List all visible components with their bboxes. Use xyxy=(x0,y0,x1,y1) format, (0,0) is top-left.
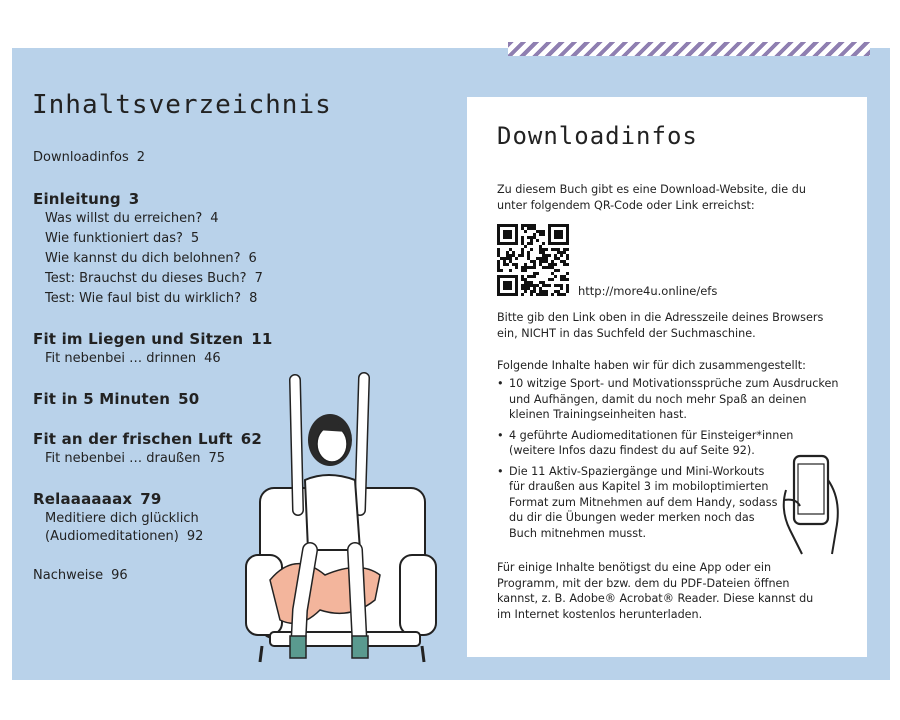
toc-page-number: 79 xyxy=(140,490,162,508)
toc-entry-label: Fit im Liegen und Sitzen xyxy=(33,330,244,348)
toc-entry xyxy=(45,251,257,266)
toc-chapter xyxy=(33,190,139,208)
toc-page-number: 3 xyxy=(128,190,140,208)
contents-intro: Folgende Inhalte haben wir für dich zusammengestellt: xyxy=(497,359,806,372)
toc-entry-label: Fit in 5 Minuten xyxy=(33,390,171,408)
toc-chapter xyxy=(33,430,262,448)
toc-page-number: 2 xyxy=(136,150,146,165)
toc-entry xyxy=(45,271,263,286)
toc-page-number: 7 xyxy=(254,271,263,286)
toc-chapter xyxy=(33,390,199,408)
toc-page-number: 6 xyxy=(248,251,257,266)
download-intro: Zu diesem Buch gibt es eine Download-Website, die du unter folgendem QR-Code oder Link erreichst: xyxy=(497,183,806,212)
toc-entry-label: Wie funktioniert das? xyxy=(45,231,183,246)
toc-entry-label: (Audiomeditationen) xyxy=(45,529,179,544)
qr-code-icon xyxy=(497,224,569,296)
toc-entry-label: Nachweise xyxy=(33,568,104,583)
smartphone-in-hand-icon xyxy=(776,450,852,560)
toc-entry xyxy=(45,231,199,246)
toc-entry-label: Fit nebenbei … drinnen xyxy=(45,351,197,366)
toc-entry xyxy=(45,211,219,226)
toc-entry xyxy=(33,568,128,583)
toc-entry-label: Test: Brauchst du dieses Buch? xyxy=(45,271,247,286)
toc-page-number: 46 xyxy=(204,351,221,366)
toc-entry-label: Relaaaaaax xyxy=(33,490,133,508)
toc-entry xyxy=(45,351,221,366)
toc-page-number: 11 xyxy=(251,330,273,348)
toc-title: Inhaltsverzeichnis xyxy=(32,90,332,120)
toc-page-number: 4 xyxy=(210,211,219,226)
decorative-stripe xyxy=(508,42,870,56)
toc-page-number: 96 xyxy=(111,568,128,583)
toc-page-number: 8 xyxy=(249,291,258,306)
toc-entry-label: Fit nebenbei … draußen xyxy=(45,451,201,466)
toc-entry-label: Einleitung xyxy=(33,190,121,208)
toc-entry-label: Meditiere dich glücklich xyxy=(45,511,199,526)
list-item: • 10 witzige Sport- und Motivationssprüche zum Ausdrucken und Aufhängen, damit du noch mehr Spaß an deinen kleinen Trainingseinheiten hast. xyxy=(497,376,842,423)
toc-page-number: 62 xyxy=(240,430,262,448)
list-item: • 4 geführte Audiomeditationen für Einsteiger*innen (weitere Infos dazu findest du auf Seite 92). xyxy=(497,428,842,459)
toc-entry xyxy=(45,529,203,544)
toc-page-number: 5 xyxy=(190,231,200,246)
toc-entry-label: Test: Wie faul bist du wirklich? xyxy=(45,291,242,306)
toc-entry xyxy=(45,451,225,466)
download-footer-note: Für einige Inhalte benötigst du eine App oder ein Programm, mit der bzw. dem du PDF-Dateien öffnen kannst, z. B. Adobe® Acrobat® Reader. Diese kannst du im Internet kostenlos herunterladen. xyxy=(497,561,814,621)
toc-entry-label: Downloadinfos xyxy=(33,150,129,165)
toc-entry-label: Wie kannst du dich belohnen? xyxy=(45,251,241,266)
toc-chapter xyxy=(33,490,162,508)
toc-page-number: 50 xyxy=(178,390,200,408)
toc-entry xyxy=(33,150,145,165)
list-item: • Die 11 Aktiv-Spaziergänge und Mini-Workouts für draußen aus Kapitel 3 im mobiloptimierten Format zum Mitnehmen auf dem Handy, sodass du dir die Übungen weder merken noch das Buch mitnehmen musst. xyxy=(497,464,779,542)
toc-page-number: 75 xyxy=(208,451,226,466)
toc-entry-label: Was willst du erreichen? xyxy=(45,211,203,226)
toc-chapter xyxy=(33,330,273,348)
woman-on-sofa-illustration xyxy=(240,370,440,670)
download-url-link[interactable]: http://more4u.online/efs xyxy=(578,284,718,298)
toc-entry xyxy=(45,511,199,526)
toc-entry xyxy=(45,291,257,306)
toc-page-number: 92 xyxy=(186,529,204,544)
download-title: Downloadinfos xyxy=(497,122,698,150)
toc-entry-label: Fit an der frischen Luft xyxy=(33,430,233,448)
download-instruction: Bitte gib den Link oben in die Adresszeile deines Browsers ein, NICHT in das Suchfeld der Suchmaschine. xyxy=(497,311,824,340)
